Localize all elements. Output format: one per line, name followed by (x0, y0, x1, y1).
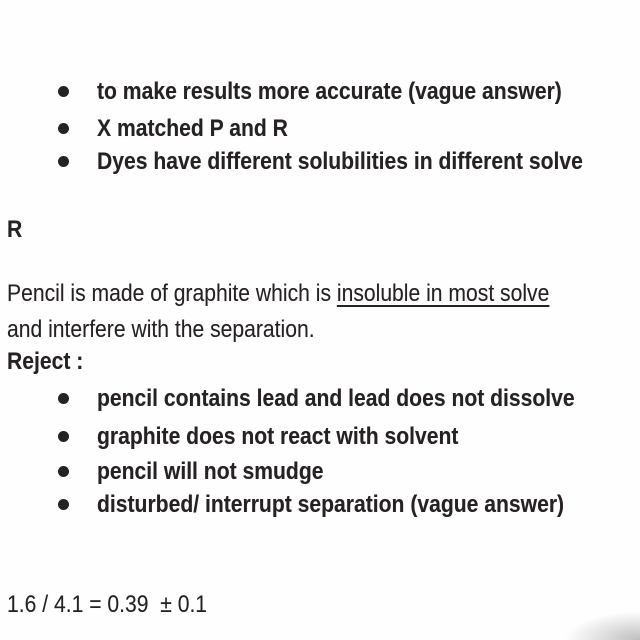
list-item-text: pencil will not smudge (97, 458, 324, 485)
list-item (58, 115, 314, 143)
bullet-icon (58, 466, 69, 477)
bullet-icon (58, 86, 69, 97)
list-item-text: X matched P and R (97, 115, 288, 142)
list-item (58, 423, 508, 451)
bullet-icon (58, 499, 69, 510)
paragraph-line (7, 280, 623, 308)
paragraph-line (7, 316, 357, 344)
paragraph-regular-text: Pencil is made of graphite which is (7, 280, 337, 307)
page-corner-shadow (530, 595, 640, 640)
calculation-line (7, 591, 234, 619)
calculation-text: 1.6 / 4.1 = 0.39 ± 0.1 (7, 591, 208, 618)
list-item (58, 458, 354, 486)
paragraph-line-text (7, 280, 549, 308)
list-item-text: pencil contains lead and lead does not dissolve (97, 385, 575, 412)
list-item (58, 385, 640, 413)
reject-label (7, 348, 94, 376)
bullet-icon (58, 156, 69, 167)
paragraph-underlined-text: insoluble in most solve (336, 280, 550, 307)
section-heading (7, 216, 24, 244)
list-item-text: disturbed/ interrupt separation (vague answer) (97, 491, 565, 518)
paragraph-line-text: and interfere with the separation. (7, 316, 315, 343)
list-item-text: graphite does not react with solvent (97, 423, 459, 450)
list-item-text: Dyes have different solubilities in different solve (97, 148, 583, 175)
section-heading-text: R (7, 216, 23, 243)
reject-label-text: Reject : (7, 348, 84, 375)
bullet-icon (58, 431, 69, 442)
list-item (58, 491, 628, 519)
list-item (58, 148, 640, 176)
list-item-text: to make results more accurate (vague answer) (97, 78, 562, 105)
bullet-icon (58, 393, 69, 404)
bullet-icon (58, 123, 69, 134)
list-item (58, 78, 625, 106)
